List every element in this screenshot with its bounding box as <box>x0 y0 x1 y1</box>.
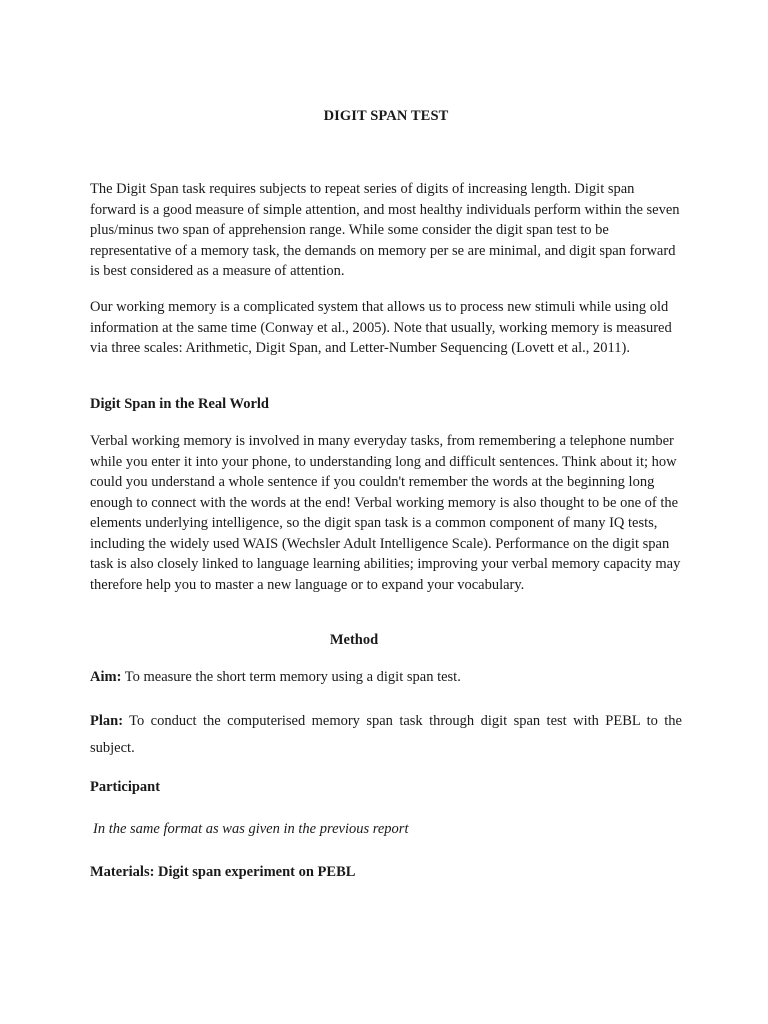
materials-heading: Materials: Digit span experiment on PEBL <box>90 864 356 880</box>
aim-text: To measure the short term memory using a digit span test. <box>121 669 461 685</box>
real-world-paragraph: Verbal working memory is involved in many everyday tasks, from remembering a telephone number while you enter it into your phone, to understanding long and difficult sentences. Think about it; how could you understand a whole sentence if you couldn't remember the words at the beginning long enough to connect with the words at the end! Verbal working memory is also thought to be one of the elements underlying intelligence, so the digit span task is a common component of many IQ tests, including the widely used WAIS (Wechsler Adult Intelligence Scale). Performance on the digit span task is also closely linked to language learning abilities; improving your verbal memory capacity may therefore help you to master a new language or to expand your vocabulary. <box>90 433 681 593</box>
document-title: DIGIT SPAN TEST <box>323 108 449 124</box>
plan-label: Plan: <box>90 713 124 729</box>
participant-heading: Participant <box>90 779 161 795</box>
aim-line <box>90 667 682 688</box>
real-world-heading: Digit Span in the Real World <box>90 396 269 412</box>
intro-paragraph: The Digit Span task requires subjects to repeat series of digits of increasing length. Digit span forward is a good measure of simple attention, and most healthy individuals perform within the seven plus/minus two span of apprehension range. While some consider the digit span test to be representative of a memory task, the demands on memory per se are minimal, and digit span forward is best considered as a measure of attention. <box>90 181 680 279</box>
aim-label: Aim: <box>90 669 122 685</box>
plan-line <box>90 708 682 762</box>
participant-note: In the same format as was given in the previous report <box>93 821 409 837</box>
plan-text: To conduct the computerised memory span task through digit span test with PEBL to the subject. <box>90 713 682 756</box>
method-heading: Method <box>329 632 379 648</box>
working-memory-paragraph: Our working memory is a complicated system that allows us to process new stimuli while using old information at the same time (Conway et al., 2005). Note that usually, working memory is measured via three scales: Arithmetic, Digit Span, and Letter-Number Sequencing (Lovett et al., 2011). <box>90 299 672 356</box>
